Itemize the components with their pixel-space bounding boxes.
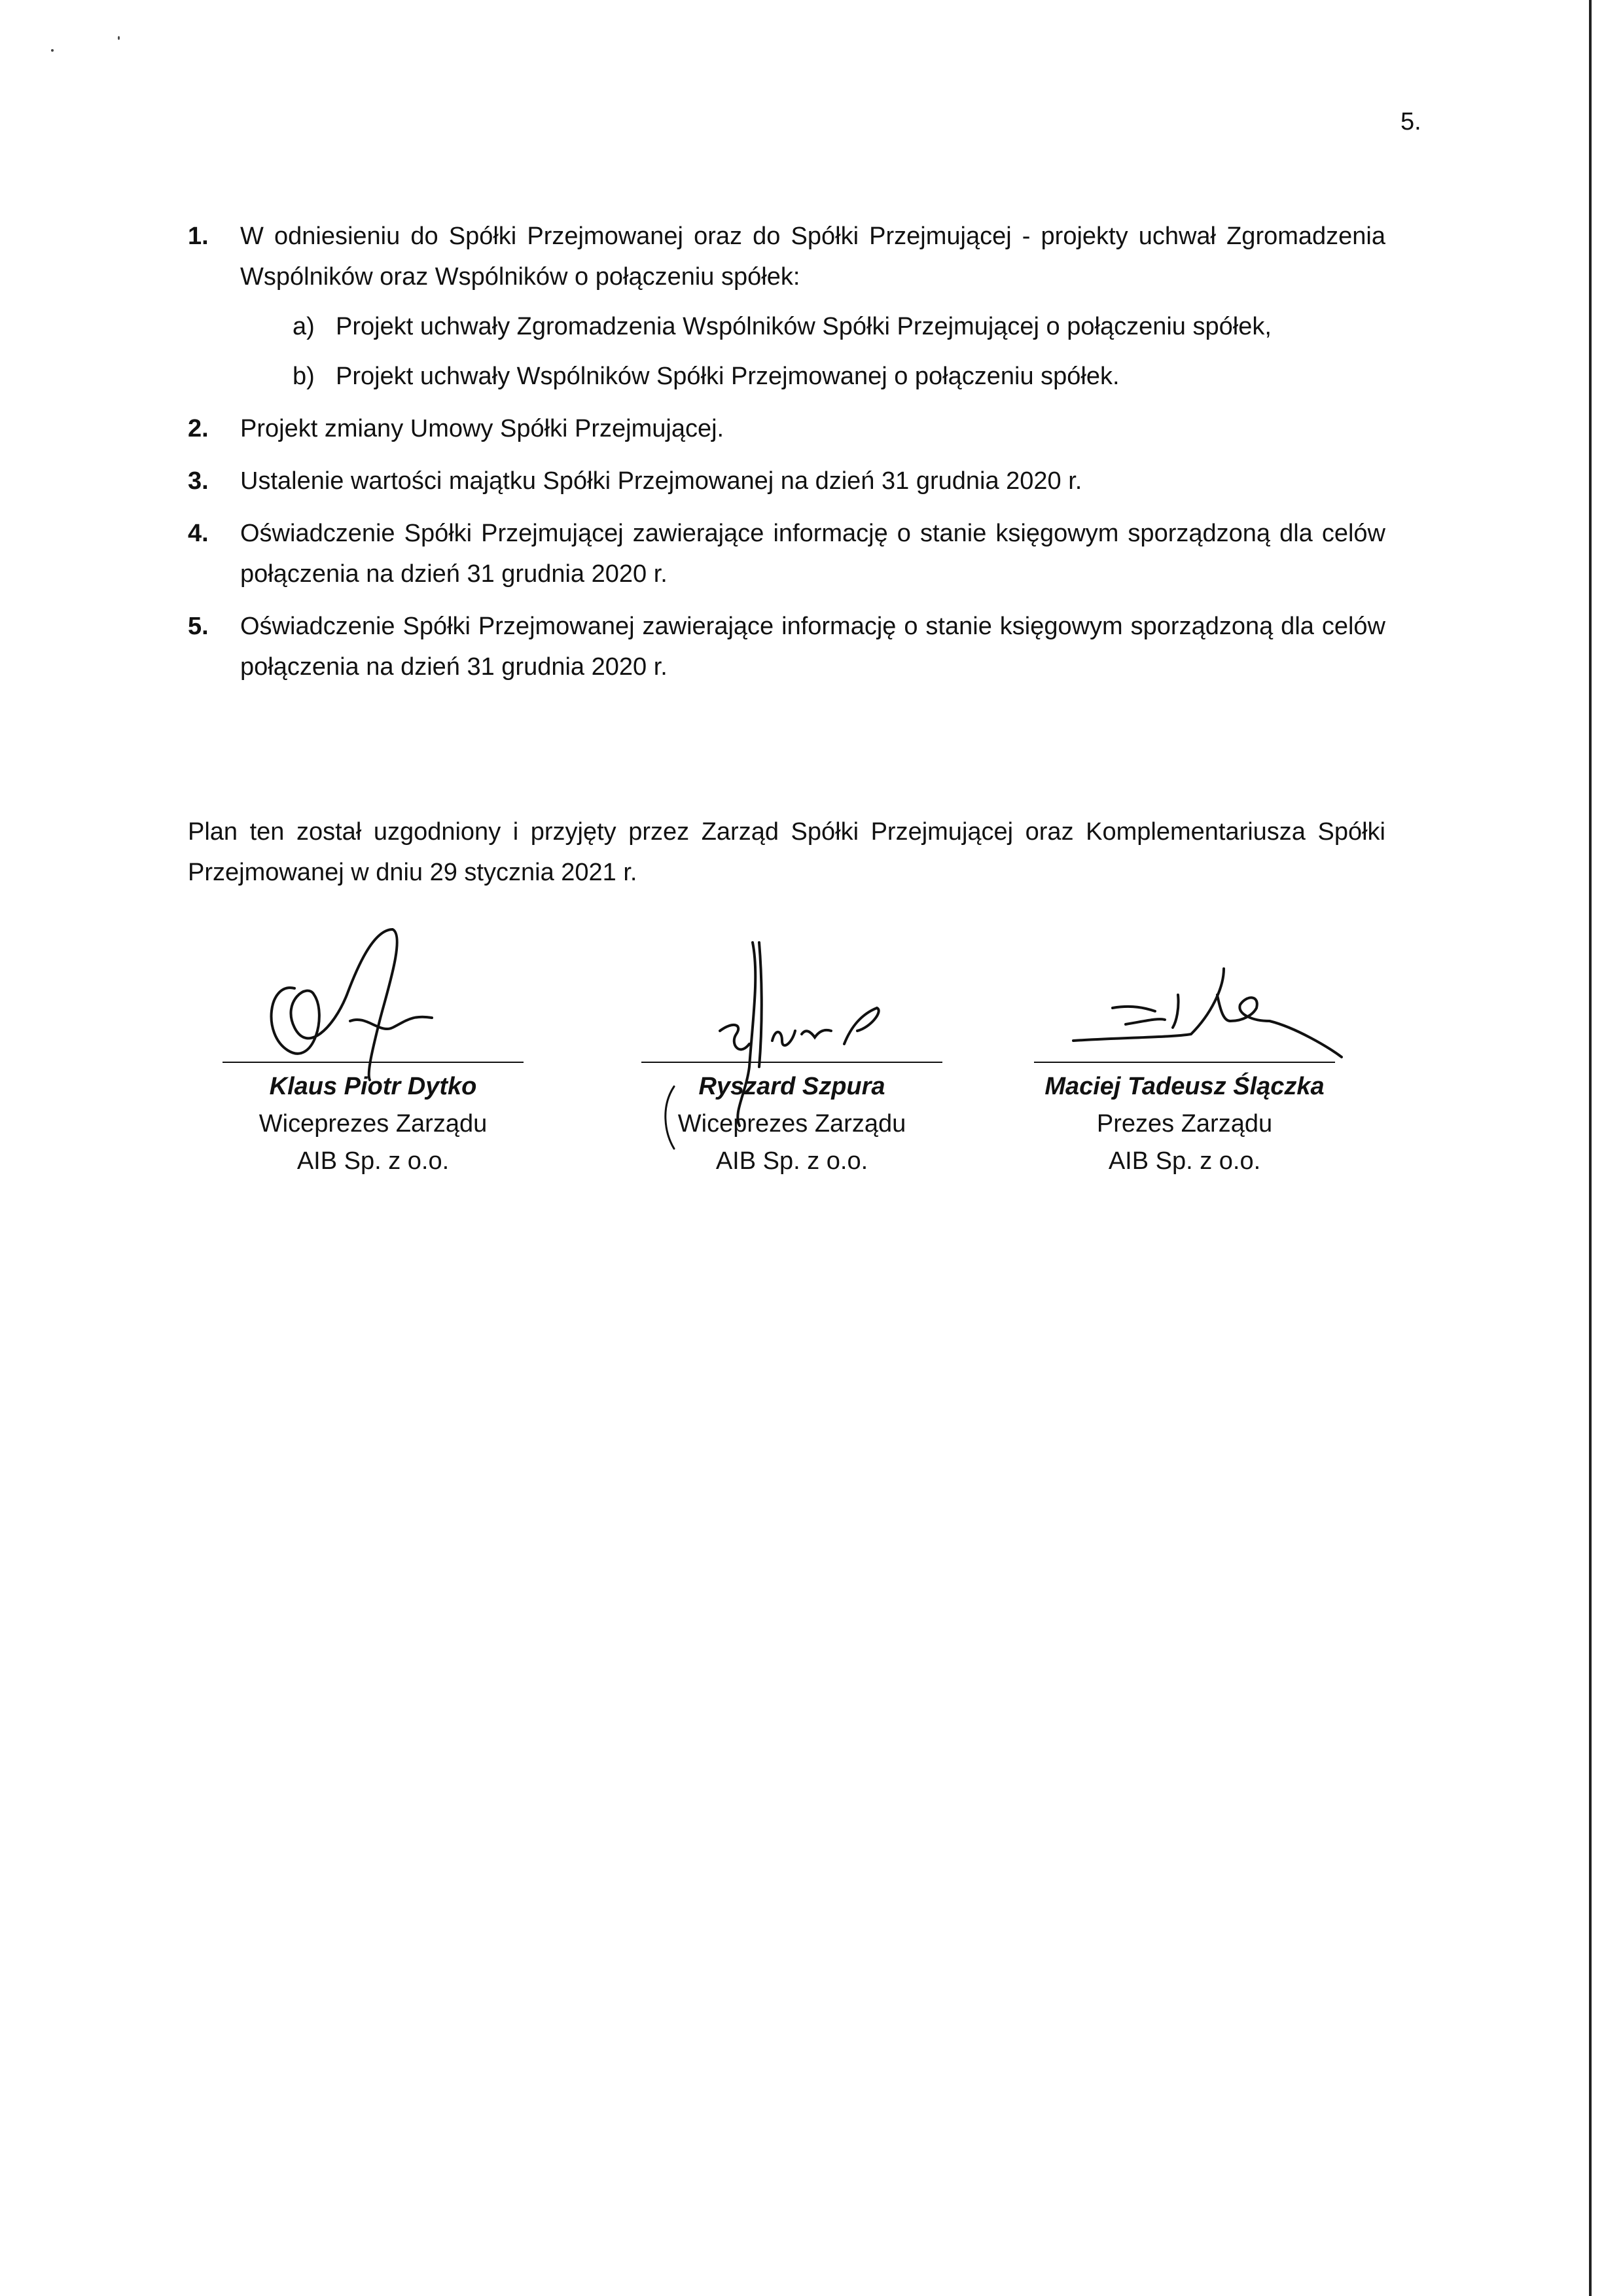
list-item-text: Projekt zmiany Umowy Spółki Przejmującej. (240, 415, 724, 442)
signatory-name: Klaus Piotr Dytko (269, 1073, 477, 1100)
list-item-number: 5. (188, 613, 209, 640)
list-item (188, 606, 1385, 687)
numbered-list (188, 216, 1385, 699)
list-item-text: W odniesieniu do Spółki Przejmowanej oraz do Spółki Przejmującej - projekty uchwał Zgromadzenia Wspólników oraz Wspólników o połączeniu spółek: (240, 223, 1385, 291)
list-item-number: 1. (188, 223, 209, 250)
closing-statement: Plan ten został uzgodniony i przyjęty przez Zarząd Spółki Przejmującej oraz Komplementariusza Spółki Przejmowanej w dniu 29 stycznia 2021 r. (188, 818, 1385, 886)
handwritten-signature (635, 916, 949, 1073)
signatory-role: Prezes Zarządu (1096, 1110, 1273, 1138)
list-item (188, 513, 1385, 594)
sub-list-item (240, 356, 1385, 397)
list-item-number: 3. (188, 467, 209, 495)
sub-list-item-text: Projekt uchwały Zgromadzenia Wspólników Spółki Przejmującej o połączeniu spółek, (336, 313, 1272, 340)
list-item-text: Oświadczenie Spółki Przejmowanej zawierające informację o stanie księgowym sporządzoną dla celów połączenia na dzień 31 grudnia 2020 r. (240, 613, 1385, 681)
signature-details (216, 1068, 530, 1180)
signature-details (635, 1068, 949, 1180)
signatory-name: Maciej Tadeusz Ślączka (1044, 1073, 1325, 1100)
sub-list-item-text: Projekt uchwały Wspólników Spółki Przejmowanej o połączeniu spółek. (336, 363, 1120, 390)
scan-edge-line (1589, 0, 1592, 2296)
sub-list-item-letter: b) (293, 363, 315, 390)
signatory-company: AIB Sp. z o.o. (296, 1147, 450, 1175)
list-item-text: Ustalenie wartości majątku Spółki Przejmowanej na dzień 31 grudnia 2020 r. (240, 467, 1082, 495)
list-item (188, 408, 1385, 449)
signatory-company: AIB Sp. z o.o. (715, 1147, 868, 1175)
handwritten-signature (1027, 916, 1342, 1073)
signature-line (641, 1062, 942, 1063)
signature-line (1034, 1062, 1335, 1063)
signatory-company: AIB Sp. z o.o. (1108, 1147, 1261, 1175)
signatory-role: Wiceprezes Zarządu (677, 1110, 906, 1138)
sub-list-item (240, 306, 1385, 347)
page-number: 5. (1400, 108, 1421, 135)
scan-speck (118, 36, 120, 40)
signatory-name: Ryszard Szpura (698, 1073, 885, 1100)
scan-speck (51, 49, 54, 52)
list-item (188, 216, 1385, 397)
signatory-role: Wiceprezes Zarządu (259, 1110, 488, 1138)
list-item-number: 4. (188, 520, 209, 547)
list-item-text: Oświadczenie Spółki Przejmującej zawierające informację o stanie księgowym sporządzoną dla celów połączenia na dzień 31 grudnia 2020 r. (240, 520, 1385, 588)
handwritten-signature (216, 916, 530, 1073)
list-item (188, 461, 1385, 501)
signature-line (223, 1062, 524, 1063)
signature-details (1027, 1068, 1342, 1180)
sub-list-item-letter: a) (293, 313, 315, 340)
list-item-number: 2. (188, 415, 209, 442)
